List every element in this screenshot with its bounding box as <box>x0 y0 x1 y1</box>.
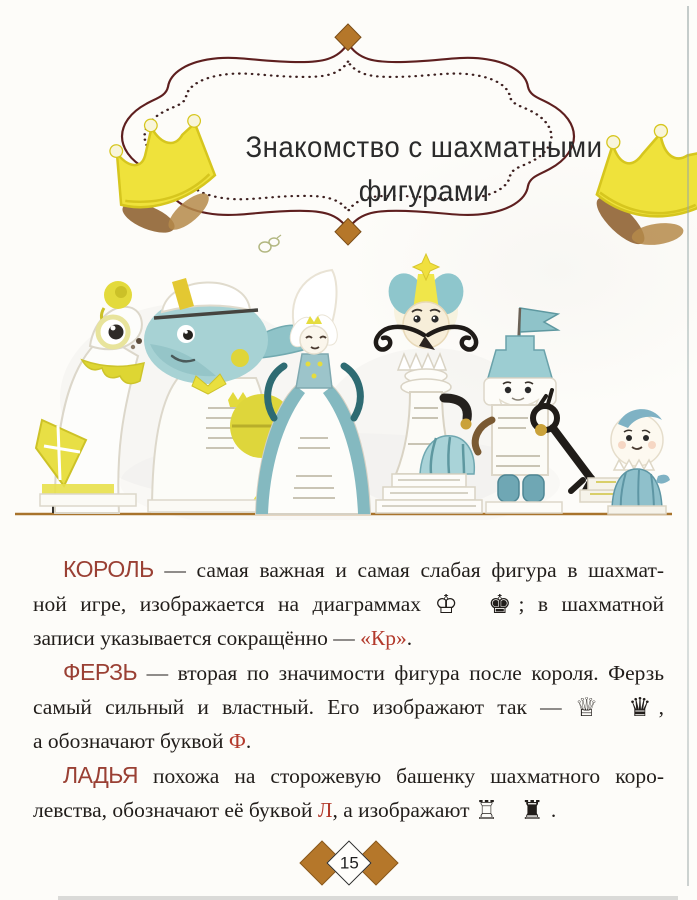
page-title-line2: фигурами <box>358 175 490 208</box>
text-segment: похожа на сторожевую башенку шахматного коро- <box>137 764 664 788</box>
text-line <box>33 655 664 690</box>
text-segment: ной игре, изображается на диаграммах <box>33 592 435 616</box>
text-line <box>33 758 664 793</box>
page-title-line1: Знакомство с шахматными <box>245 131 603 164</box>
text-segment: — вторая по значимости фигура после короля. Ферзь <box>137 661 664 685</box>
text-segment: . <box>550 798 557 822</box>
text-segment: — самая важная и самая слабая фигура в шахмат- <box>153 558 664 582</box>
page-title <box>226 126 622 214</box>
red-term: Л <box>317 798 333 822</box>
chess-glyphs: ♖ ♜ <box>474 796 551 826</box>
chess-glyphs: ♔ ♚ <box>434 590 519 620</box>
body-text <box>33 552 664 827</box>
text-line <box>33 621 664 655</box>
top-diamond-ornament <box>335 24 361 51</box>
text-line <box>33 724 664 758</box>
piece-name-lead: ФЕРЗЬ <box>63 659 138 685</box>
text-segment: записи указывается сокращённо — <box>33 626 361 650</box>
page-edge-line <box>687 6 689 886</box>
red-term: Ф <box>228 729 246 753</box>
text-segment: самый сильный и властный. Его изображают так — <box>33 695 575 719</box>
chess-glyphs: ♕ ♛ <box>574 693 659 723</box>
footer <box>0 838 697 888</box>
text-line <box>33 690 664 724</box>
text-line <box>33 587 664 621</box>
paragraph <box>33 655 664 758</box>
text-segment: , <box>658 695 664 719</box>
bottom-diamond-ornament <box>335 218 361 245</box>
text-segment: , а изображают <box>332 798 475 822</box>
page-number-diamond <box>326 840 371 885</box>
text-segment: ; в шахматной <box>518 592 664 616</box>
piece-name-lead: ЛАДЬЯ <box>63 762 138 788</box>
text-line <box>33 793 664 827</box>
pawn-character <box>580 409 670 514</box>
paragraph <box>33 552 664 655</box>
page-number: 15 <box>339 852 358 872</box>
paragraph <box>33 758 664 827</box>
red-term: «Кр» <box>360 626 407 650</box>
text-segment: левства, обозначают её буквой <box>33 798 318 822</box>
title-frame <box>76 22 620 247</box>
next-page-edge <box>58 896 678 900</box>
piece-name-lead: КОРОЛЬ <box>63 556 154 582</box>
text-line <box>33 552 664 587</box>
text-segment: а обозначают буквой <box>33 729 229 753</box>
text-segment: . <box>406 626 413 650</box>
text-segment: . <box>245 729 252 753</box>
chess-characters-illustration <box>0 248 697 520</box>
